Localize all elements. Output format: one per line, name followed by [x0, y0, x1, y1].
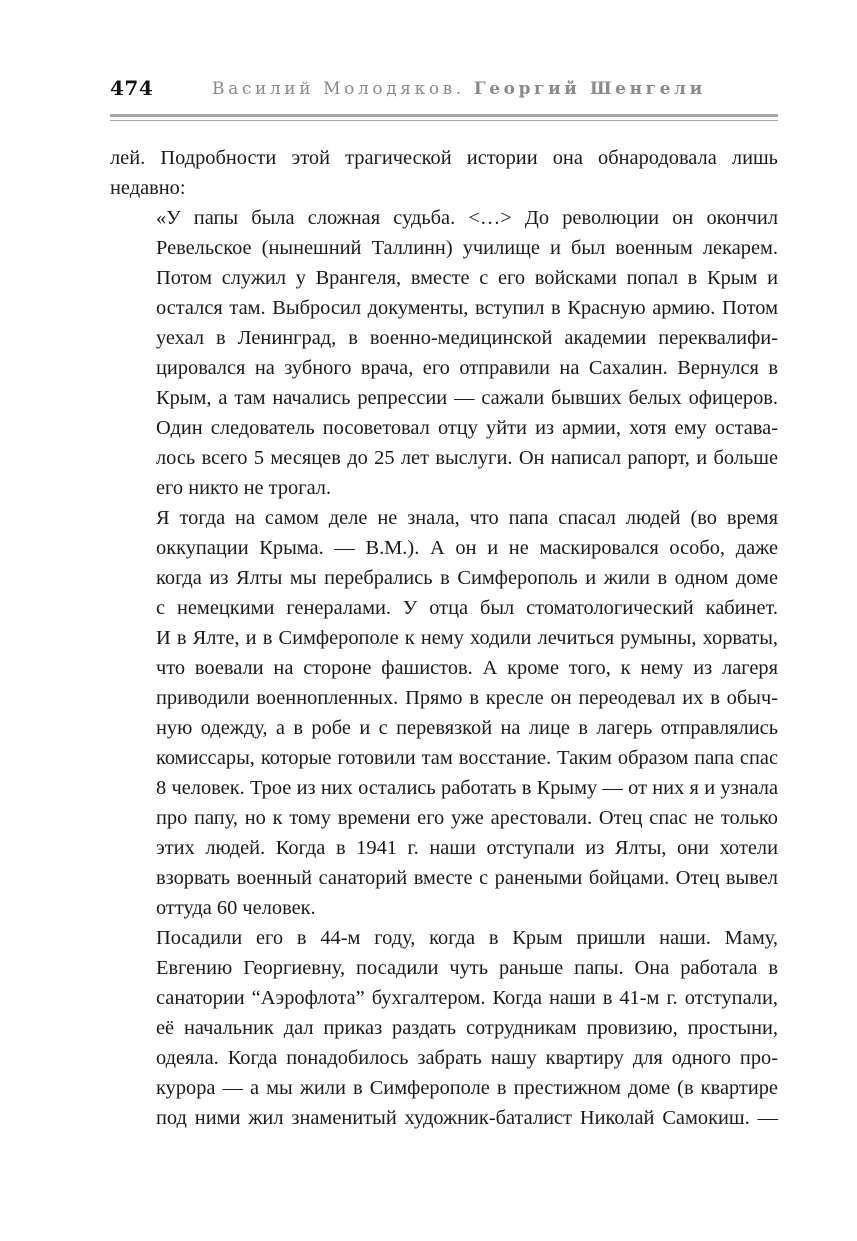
text-line: Я тогда на самом деле не знала, что папа спасал людей (во время — [156, 507, 778, 529]
page-header — [110, 76, 778, 104]
paragraph-1 — [110, 143, 778, 203]
text-line: Ревельское (нынешний Таллинн) училище и был военным лекарем. — [156, 237, 778, 259]
text-line: лось всего 5 месяцев до 25 лет выслуги. Он написал рапорт, и больше — [156, 447, 778, 469]
header-rule-thick — [110, 114, 778, 117]
paragraph-2 — [110, 203, 778, 503]
text-line: лей. Подробности этой трагической истории она обнародовала лишь — [110, 147, 778, 169]
text-line: комиссары, которые готовили там восстание. Таким образом папа спас — [156, 747, 778, 769]
text-line: И в Ялте, и в Симферополе к нему ходили лечиться румыны, хорваты, — [156, 627, 778, 649]
text-line: что воевали на стороне фашистов. А кроме того, к нему из лагеря — [156, 657, 778, 679]
text-line: её начальник дал приказ раздать сотрудникам провизию, простыни, — [156, 1017, 778, 1039]
text-line: цировался на зубного врача, его отправили на Сахалин. Вернулся в — [156, 357, 778, 379]
text-line: курора — а мы жили в Симферополе в престижном доме (в квартире — [156, 1077, 778, 1099]
text-line: под ними жил знаменитый художник-баталист Николай Самокиш. — — [156, 1107, 778, 1129]
text-line: санатории “Аэрофлота” бухгалтером. Когда наши в 41-м г. отступали, — [156, 987, 778, 1009]
text-line: оттуда 60 человек. — [156, 897, 316, 919]
text-line: взорвать военный санаторий вместе с ранеными бойцами. Отец вывел — [156, 867, 778, 889]
text-line: уехал в Ленинград, в военно-медицинской академии переквалифи- — [156, 327, 778, 349]
header-rule-thin — [110, 120, 778, 121]
text-line: оккупации Крыма. — В.М.). А он и не маскировался особо, даже — [156, 537, 778, 559]
text-line: Один следователь посоветовал отцу уйти из армии, хотя ему остава- — [156, 417, 778, 439]
text-line: ную одежду, а в робе и с перевязкой на лице в лагерь отправлялись — [156, 717, 778, 739]
text-line: недавно: — [110, 177, 186, 199]
text-line: 8 человек. Трое из них остались работать в Крыму — от них я и узнала — [156, 777, 778, 799]
paragraph-4 — [110, 923, 778, 1133]
text-line: остался там. Выбросил документы, вступил в Красную армию. Потом — [156, 297, 778, 319]
text-line: Крым, а там начались репрессии — сажали бывших белых офицеров. — [156, 387, 778, 409]
page-number: 474 — [110, 76, 154, 100]
text-line: Евгению Георгиевну, посадили чуть раньше папы. Она работала в — [156, 957, 778, 979]
text-line: когда из Ялты мы перебрались в Симферополь и жили в одном доме — [156, 567, 778, 589]
text-line: «У папы была сложная судьба. <…> До революции он окончил — [156, 207, 778, 229]
running-head — [212, 79, 706, 99]
text-line: этих людей. Когда в 1941 г. наши отступали из Ялты, они хотели — [156, 837, 778, 859]
paragraph-3 — [110, 503, 778, 923]
text-line: Потом служил у Врангеля, вместе с его войсками попал в Крым и — [156, 267, 778, 289]
running-head-book-title: Георгий Шенгели — [473, 79, 706, 99]
text-line: одеяла. Когда понадобилось забрать нашу квартиру для одного про- — [156, 1047, 778, 1069]
text-line: Посадили его в 44-м году, когда в Крым пришли наши. Маму, — [156, 927, 778, 949]
text-line: с немецкими генералами. У отца был стоматологический кабинет. — [156, 597, 778, 619]
body-text — [110, 143, 778, 1133]
text-line: его никто не трогал. — [156, 477, 332, 499]
text-line: про папу, но к тому времени его уже арестовали. Отец спас не только — [156, 807, 778, 829]
text-line: приводили военнопленных. Прямо в кресле он переодевал их в обыч- — [156, 687, 778, 709]
running-head-author: Василий Молодяков. — [212, 79, 465, 99]
